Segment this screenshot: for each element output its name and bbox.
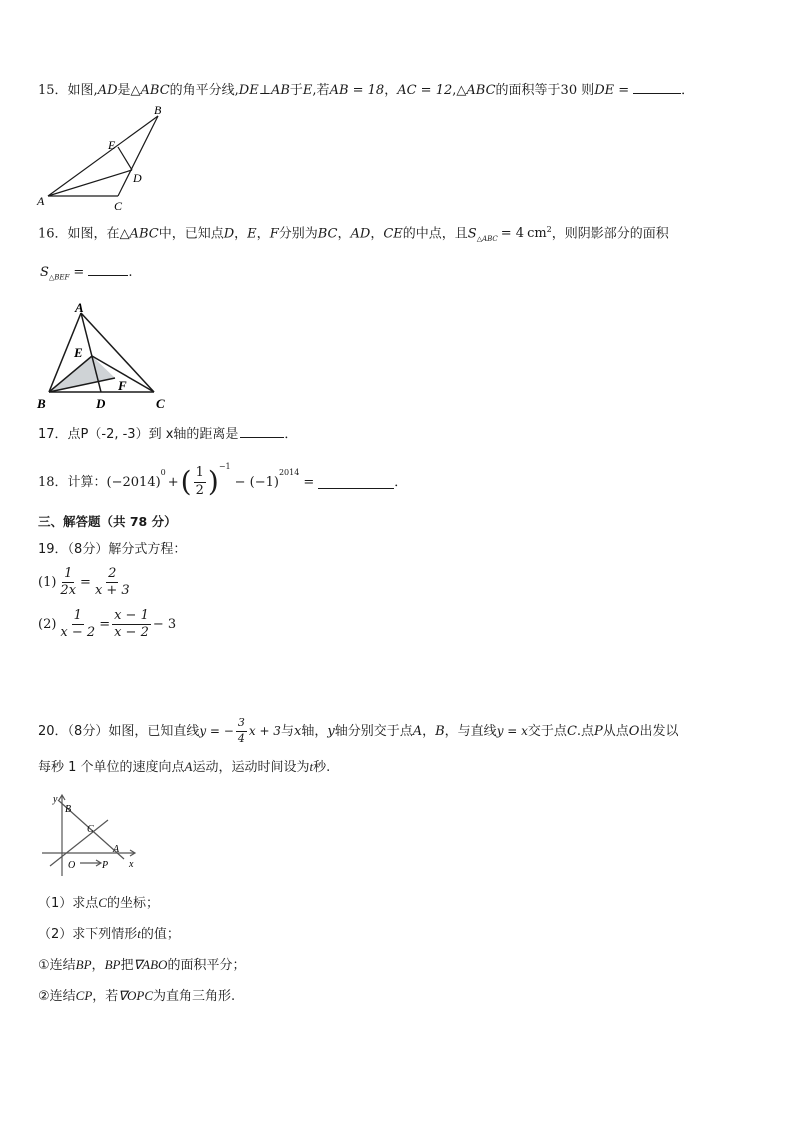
q20-sub2: （2）求下列情形t的值； bbox=[38, 926, 180, 942]
answer-blank[interactable] bbox=[318, 487, 394, 489]
label-C: C bbox=[156, 396, 165, 411]
q20-line1: 20．（8分）如图，已知直线 y = − $\frac{3}{4}$ x + 3 与 x 轴， y 轴分别交于点 A ， B ，与直线 y = x 交于点 C .点 P 从点 O 出发以 bbox=[38, 716, 679, 745]
q15-text: 15．如图,AD是△ABC的角平分线,DE⊥AB于E,若AB = 18，AC = 12,△ABC的面积等于30 则DE = ． bbox=[38, 83, 695, 98]
q19-part1: (1) $\frac{1}{2x}$ = $\frac{2}{x + 3}$ bbox=[38, 566, 130, 599]
q16-answer-line: $S_{\triangle BEF}$ = . bbox=[40, 265, 133, 282]
fraction-half: $\frac{1}{2}$ bbox=[195, 465, 204, 498]
label-E: E bbox=[74, 345, 83, 360]
q18-text: 18．计算： (−2014) $^0$ + ( $\frac{1}{2}$ ) $^{-1}$ − (−1) $^{2014}$ = ． bbox=[38, 462, 408, 498]
label-F: F bbox=[118, 378, 127, 393]
q16-text: 16．如图，在△ABC中，已知点D，E，F分别为BC，AD，CE的中点，且$S_{\triangle ABC} = 4$ $cm^2$，则阴影部分的面积 bbox=[38, 225, 669, 243]
label-B: B bbox=[37, 396, 46, 411]
answer-blank[interactable] bbox=[633, 92, 681, 94]
section-heading: 三、解答题（共 78 分） bbox=[38, 514, 177, 529]
label-D: D bbox=[96, 396, 106, 411]
label-A: A bbox=[75, 300, 84, 315]
label-P: P bbox=[102, 860, 109, 871]
label-C: C bbox=[114, 199, 123, 212]
q19-title: 19．（8分）解分式方程： bbox=[38, 542, 187, 557]
q17-text: 17．点P（-2, -3）到 x轴的距离是 ． bbox=[38, 427, 298, 442]
label-C: C bbox=[87, 824, 94, 835]
label-A: A bbox=[37, 194, 45, 208]
label-x: x bbox=[129, 859, 134, 870]
q20-sub4: ②连结CP，若∇OPC为直角三角形. bbox=[38, 988, 236, 1004]
q20-figure bbox=[38, 790, 143, 880]
q20-sub1: （1）求点C的坐标； bbox=[38, 895, 159, 911]
label-B: B bbox=[65, 804, 72, 815]
label-O: O bbox=[68, 860, 76, 871]
q20-line2: 每秒 1 个单位的速度向点A运动，运动时间设为t秒. bbox=[38, 759, 331, 775]
answer-blank[interactable] bbox=[88, 274, 128, 276]
q20-sub3: ①连结BP，BP把∇ABO的面积平分； bbox=[38, 957, 246, 973]
q16-figure bbox=[32, 300, 172, 414]
label-D: D bbox=[133, 171, 142, 185]
label-y: y bbox=[53, 794, 58, 805]
q15-figure bbox=[34, 104, 174, 212]
label-A: A bbox=[113, 844, 120, 855]
answer-blank[interactable] bbox=[240, 436, 284, 438]
q19-part2: (2) $\frac{1}{x - 2}$ = $\frac{x - 1}{x - 2}$ − 3 bbox=[38, 608, 177, 641]
label-B: B bbox=[154, 104, 162, 117]
label-E: E bbox=[108, 138, 116, 152]
